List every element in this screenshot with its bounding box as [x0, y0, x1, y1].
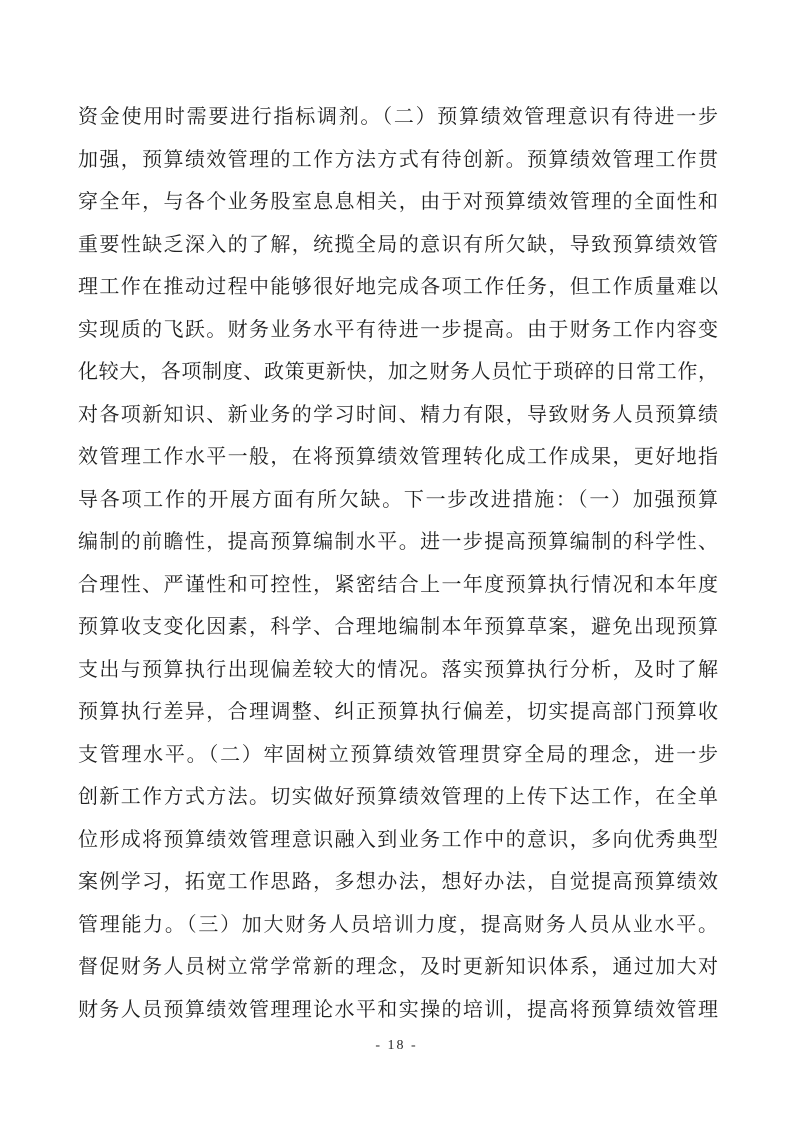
text-line: 支出与预算执行出现偏差较大的情况。落实预算执行分析，及时了解: [78, 658, 718, 681]
text-line: 化较大，各项制度、政策更新快，加之财务人员忙于琐碎的日常工作，: [78, 361, 718, 383]
document-body: [78, 96, 718, 1031]
text-line: 位形成将预算绩效管理意识融入到业务工作中的意识，多向优秀典型: [78, 828, 718, 851]
text-line: 案例学习，拓宽工作思路，多想办法，想好办法，自觉提高预算绩效: [78, 871, 718, 893]
text-line: 支管理水平。（二）牢固树立预算绩效管理贯穿全局的理念，进一步: [78, 743, 718, 766]
text-line: 财务人员预算绩效管理理论水平和实操的培训，提高将预算绩效管理: [78, 998, 718, 1021]
text-line: 加强，预算绩效管理的工作方法方式有待创新。预算绩效管理工作贯: [78, 148, 718, 171]
text-line: 对各项新知识、新业务的学习时间、精力有限，导致财务人员预算绩: [78, 403, 718, 426]
text-line: 创新工作方式方法。切实做好预算绩效管理的上传下达工作，在全单: [78, 786, 718, 808]
text-line: 编制的前瞻性，提高预算编制水平。进一步提高预算编制的科学性、: [78, 531, 718, 553]
text-line: 预算执行差异，合理调整、纠正预算执行偏差，切实提高部门预算收: [78, 701, 718, 723]
text-line: 预算收支变化因素，科学、合理地编制本年预算草案，避免出现预算: [78, 616, 718, 638]
text-line: 穿全年，与各个业务股室息息相关，由于对预算绩效管理的全面性和: [78, 191, 718, 213]
page-number: - 18 -: [375, 1038, 418, 1053]
text-line: 督促财务人员树立常学常新的理念，及时更新知识体系，通过加大对: [78, 956, 718, 978]
text-line: 理工作在推动过程中能够很好地完成各项工作任务，但工作质量难以: [78, 276, 718, 298]
text-line: 效管理工作水平一般，在将预算绩效管理转化成工作成果，更好地指: [78, 446, 718, 468]
text-line: 导各项工作的开展方面有所欠缺。下一步改进措施：（一）加强预算: [78, 488, 718, 511]
text-line: 资金使用时需要进行指标调剂。（二）预算绩效管理意识有待进一步: [78, 106, 718, 128]
text-line: 实现质的飞跃。财务业务水平有待进一步提高。由于财务工作内容变: [78, 318, 718, 341]
text-line: 管理能力。（三）加大财务人员培训力度，提高财务人员从业水平。: [78, 913, 718, 936]
text-line: 合理性、严谨性和可控性，紧密结合上一年度预算执行情况和本年度: [78, 573, 718, 596]
text-line: 重要性缺乏深入的了解，统揽全局的意识有所欠缺，导致预算绩效管: [78, 233, 718, 256]
